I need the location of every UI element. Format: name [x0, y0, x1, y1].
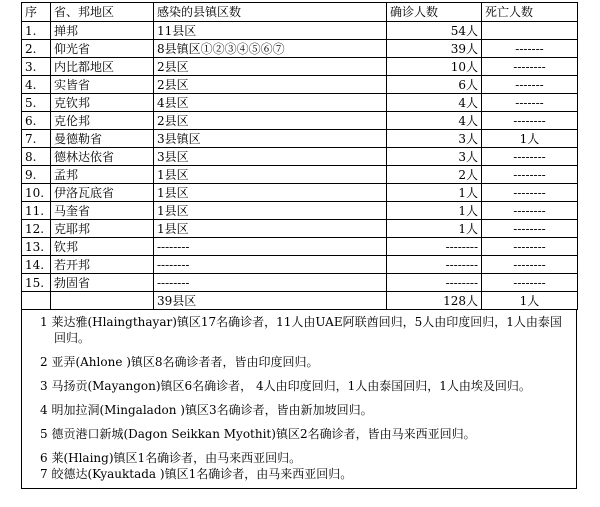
- table-cell: 3人: [387, 148, 482, 166]
- table-cell: 3人: [387, 130, 482, 148]
- note-6: 6 莱(Hlaing)镇区1名确诊者，由马来西亚回归。: [40, 451, 302, 465]
- table-cell: [482, 22, 578, 40]
- table-cell: 克伦邦: [51, 112, 154, 130]
- note-5: 5 德贡港口新城(Dagon Seikkan Myothit)镇区2名确诊者，皆由马来西亚回归。: [40, 427, 476, 441]
- header-cell: 省、邦地区: [51, 3, 154, 22]
- table-cell: 克耶邦: [51, 220, 154, 238]
- table-cell: 12.: [22, 220, 51, 238]
- header-cell: 序: [22, 3, 51, 22]
- table-cell: 4人: [387, 94, 482, 112]
- table-cell: 3县区: [154, 148, 387, 166]
- table-cell: 1人: [387, 184, 482, 202]
- table-row: [22, 58, 578, 76]
- note-text: 回归。: [54, 331, 91, 345]
- note-2: 2 亚弄(Ahlone )镇区8名确诊者者，皆由印度回归。: [40, 355, 319, 369]
- table-cell: --------: [482, 274, 578, 292]
- note-text: 1 莱达雅(Hlaingthayar)镇区17名确诊者，11人由UAE阿联酋回归，5人由印度回归，1人由泰国: [40, 315, 562, 329]
- note-1: [40, 314, 568, 346]
- table-cell: -------: [482, 40, 578, 58]
- table-cell: 8县镇区①②③④⑤⑥⑦: [154, 40, 387, 58]
- table-cell: 6.: [22, 112, 51, 130]
- table-row: [22, 94, 578, 112]
- table-row: [22, 166, 578, 184]
- table-cell: 1县区: [154, 166, 387, 184]
- table-row: [22, 202, 578, 220]
- total-cell: [51, 292, 154, 310]
- table-cell: --------: [482, 112, 578, 130]
- table-cell: --------: [482, 256, 578, 274]
- header-cell: 死亡人数: [482, 3, 578, 22]
- table-cell: 13.: [22, 238, 51, 256]
- table-row: [22, 184, 578, 202]
- table-row: [22, 274, 578, 292]
- table-cell: 若开邦: [51, 256, 154, 274]
- table-cell: 11县区: [154, 22, 387, 40]
- table-cell: 8.: [22, 148, 51, 166]
- table-cell: 2.: [22, 40, 51, 58]
- table-cell: --------: [154, 238, 387, 256]
- table-cell: -------: [482, 76, 578, 94]
- table-cell: 掸邦: [51, 22, 154, 40]
- table-cell: 伊洛瓦底省: [51, 184, 154, 202]
- table-cell: 4人: [387, 112, 482, 130]
- table-header-row: [22, 3, 578, 22]
- table-cell: --------: [154, 274, 387, 292]
- table-row: [22, 22, 578, 40]
- table-cell: 3.: [22, 58, 51, 76]
- table-row: [22, 148, 578, 166]
- table-cell: --------: [482, 220, 578, 238]
- table-cell: 9.: [22, 166, 51, 184]
- table-cell: 2人: [387, 166, 482, 184]
- table-cell: 15.: [22, 274, 51, 292]
- table-cell: --------: [482, 58, 578, 76]
- table-cell: 3县镇区: [154, 130, 387, 148]
- table-cell: 1人: [387, 202, 482, 220]
- table-cell: 2县区: [154, 58, 387, 76]
- table-cell: 克钦邦: [51, 94, 154, 112]
- table-cell: 马奎省: [51, 202, 154, 220]
- note-7: 7 皎德达(Kyauktada )镇区1名确诊者，由马来西亚回归。: [40, 467, 353, 481]
- note-3: 3 马扬贡(Mayangon)镇区6名确诊者， 4人由印度回归，1人由泰国回归，1人由埃及回归。: [40, 379, 531, 393]
- table-cell: 10.: [22, 184, 51, 202]
- table-row: [22, 238, 578, 256]
- header-cell: 确诊人数: [387, 3, 482, 22]
- notes-section: [21, 310, 577, 489]
- table-cell: 10人: [387, 58, 482, 76]
- total-cell: 128人: [387, 292, 482, 310]
- note-4: 4 明加拉洞(Mingaladon )镇区3名确诊者，皆由新加坡回归。: [40, 403, 373, 417]
- table-row: [22, 112, 578, 130]
- table-cell: 14.: [22, 256, 51, 274]
- table-cell: --------: [482, 202, 578, 220]
- totals-row: [22, 292, 578, 310]
- table-cell: --------: [387, 238, 482, 256]
- table-cell: 钦邦: [51, 238, 154, 256]
- table-cell: 4县区: [154, 94, 387, 112]
- table-row: [22, 76, 578, 94]
- table-cell: --------: [387, 256, 482, 274]
- table-cell: 内比都地区: [51, 58, 154, 76]
- table-cell: 1.: [22, 22, 51, 40]
- table-cell: 11.: [22, 202, 51, 220]
- table-cell: 2县区: [154, 112, 387, 130]
- table-cell: --------: [482, 166, 578, 184]
- case-table: [21, 2, 578, 310]
- total-cell: [22, 292, 51, 310]
- table-cell: 孟邦: [51, 166, 154, 184]
- table-cell: --------: [482, 184, 578, 202]
- table-row: [22, 256, 578, 274]
- table-cell: --------: [154, 256, 387, 274]
- table-cell: -------: [482, 94, 578, 112]
- table-row: [22, 220, 578, 238]
- table-cell: 1县区: [154, 184, 387, 202]
- table-cell: 1人: [387, 220, 482, 238]
- table-cell: 1县区: [154, 202, 387, 220]
- table-cell: 6人: [387, 76, 482, 94]
- table-cell: 2县区: [154, 76, 387, 94]
- table-cell: 1县区: [154, 220, 387, 238]
- total-cell: 39县区: [154, 292, 387, 310]
- table-cell: 德林达依省: [51, 148, 154, 166]
- header-cell: 感染的县镇区数: [154, 3, 387, 22]
- table-row: [22, 130, 578, 148]
- table-cell: 7.: [22, 130, 51, 148]
- table-cell: 1人: [482, 130, 578, 148]
- table-cell: 39人: [387, 40, 482, 58]
- total-cell: 1人: [482, 292, 578, 310]
- table-cell: 54人: [387, 22, 482, 40]
- table-cell: 4.: [22, 76, 51, 94]
- table-cell: --------: [387, 274, 482, 292]
- table-cell: 仰光省: [51, 40, 154, 58]
- table-cell: 勃固省: [51, 274, 154, 292]
- covid-case-report: [21, 2, 577, 489]
- table-row: [22, 40, 578, 58]
- table-cell: --------: [482, 238, 578, 256]
- table-cell: --------: [482, 148, 578, 166]
- table-cell: 5.: [22, 94, 51, 112]
- table-cell: 曼德勒省: [51, 130, 154, 148]
- table-cell: 实皆省: [51, 76, 154, 94]
